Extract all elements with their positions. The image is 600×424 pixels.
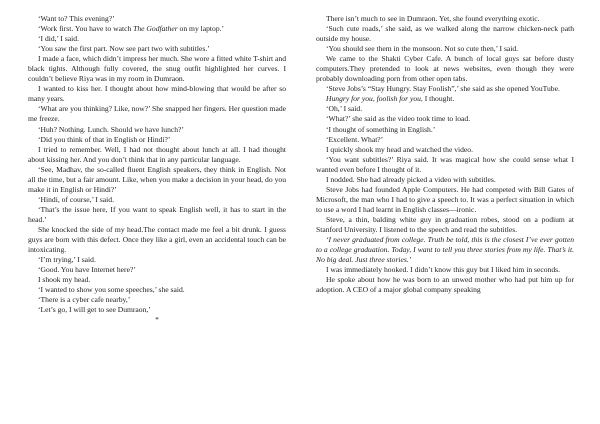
paragraph: I wanted to kiss her. I thought about how mind-blowing that would be after so many years. bbox=[28, 84, 286, 104]
paragraph: ‘Want to? This evening?’ bbox=[38, 14, 115, 23]
paragraph: ‘That’s the issue here, If you want to speak English well, it has to start in the head.’ bbox=[28, 204, 286, 224]
paragraph: ‘I wanted to show you some speeches,’ she said. bbox=[38, 285, 185, 295]
paragraph: ‘You should see them in the monsoon. Not so cute then,’ I said. bbox=[326, 44, 519, 54]
paragraph: ‘You want subtitles?’ Riya said. It was magical how she could sense what I wanted even before I thought of it. bbox=[316, 154, 574, 174]
paragraph: ‘Let’s go, I will get to see Dumraon,’ bbox=[38, 305, 151, 315]
paragraph: There isn’t much to see in Dumraon. Yet, she found everything exotic. bbox=[326, 14, 540, 23]
paragraph: Steve Jobs had founded Apple Computers. He had competed with Bill Gates of Microsoft, the man who I had to give a speech to. It was a perfect situation in which to use a word I had learnt in English classes—ironic. bbox=[316, 184, 574, 214]
left-page bbox=[28, 14, 286, 325]
paragraph: I tried to remember. Well, I had not thought about lunch at all. I had thought about kissing her. And you don’t think that in any particular language. bbox=[28, 144, 286, 164]
paragraph: ‘Hindi, of course,’ I said. bbox=[38, 194, 114, 204]
paragraph: Steve, a thin, balding white guy in graduation robes, stood on a podium at Stanford University. I listened to the speech and read the subtitles. bbox=[316, 214, 574, 234]
paragraph: ‘I thought of something in English.’ bbox=[326, 124, 436, 134]
paragraph: ‘Work first. You have to watch The Godfather on my laptop.’ bbox=[38, 24, 225, 34]
paragraph: I nodded. She had already picked a video with subtitles. bbox=[326, 174, 496, 184]
paragraph: She knocked the side of my head.The contact made me feel a bit drunk. I guess guys are born with this defect. Once they like a girl, even an accidental touch can be intoxicating. bbox=[28, 224, 286, 255]
paragraph: I quickly shook my head and watched the video. bbox=[326, 144, 473, 154]
speech-quote: ‘I never graduated from college. Truth be told, this is the closest I’ve ever gotten to a college graduation. Today, I want to tell you three stories from my life. That’s it. No big deal. Just three stories.’ bbox=[316, 235, 574, 265]
paragraph: ‘I’m trying,’ I said. bbox=[38, 255, 96, 265]
paragraph: ‘Oh,’ I said. bbox=[326, 104, 363, 114]
paragraph: ‘Huh? Nothing. Lunch. Should we have lunch?’ bbox=[38, 124, 184, 134]
paragraph: ‘I did,’ I said. bbox=[38, 34, 79, 44]
paragraph: ‘What?’ she said as the video took time to load. bbox=[326, 114, 471, 124]
section-separator: * bbox=[155, 315, 159, 325]
paragraph: He spoke about how he was born to an unwed mother who had put him up for adoption. A CEO of a major global company speaking bbox=[316, 275, 574, 295]
paragraph: I shook my head. bbox=[38, 275, 91, 285]
paragraph: ‘There is a cyber cafe nearby,’ bbox=[38, 295, 131, 305]
paragraph: ‘Such cute roads,’ she said, as we walked along the narrow chicken-neck path outside my house. bbox=[316, 24, 574, 44]
paragraph: ‘Did you think of that in English or Hindi?’ bbox=[38, 134, 171, 144]
paragraph: ‘What are you thinking? Like, now?’ She snapped her fingers. Her question made me freeze. bbox=[28, 104, 286, 124]
paragraph: We came to the Shakti Cyber Cafe. A bunch of local guys sat before dusty computers.They pretended to look at news websites, even though they were probably downloading porn from other open tabs. bbox=[316, 54, 574, 84]
paragraph: ‘See, Madhav, the so-called fluent English speakers, they think in English. Not all the time, but a fair amount. Like, when you make a decision in your head, do you make it in English or Hindi?’ bbox=[28, 164, 286, 194]
paragraph: ‘Steve Jobs’s “Stay Hungry. Stay Foolish”,’ she said as she opened YouTube. bbox=[326, 84, 560, 94]
paragraph: ‘Excellent. What?’ bbox=[326, 134, 384, 144]
paragraph: ‘Good. You have Internet here?’ bbox=[38, 265, 136, 275]
paragraph: ‘You saw the first part. Now see part two with subtitles.’ bbox=[38, 44, 210, 54]
paragraph: Hungry for you, foolish for you, I thought. bbox=[326, 94, 455, 104]
right-page bbox=[316, 14, 574, 295]
paragraph: I was immediately hooked. I didn’t know this guy but I liked him in seconds. bbox=[326, 265, 560, 275]
paragraph: I made a face, which didn’t impress her much. She wore a fitted white T-shirt and black tights. Although fully covered, the snug outfit highlighted her curves. I couldn’t believe Riya was in my room in Dumraon. bbox=[28, 54, 286, 84]
